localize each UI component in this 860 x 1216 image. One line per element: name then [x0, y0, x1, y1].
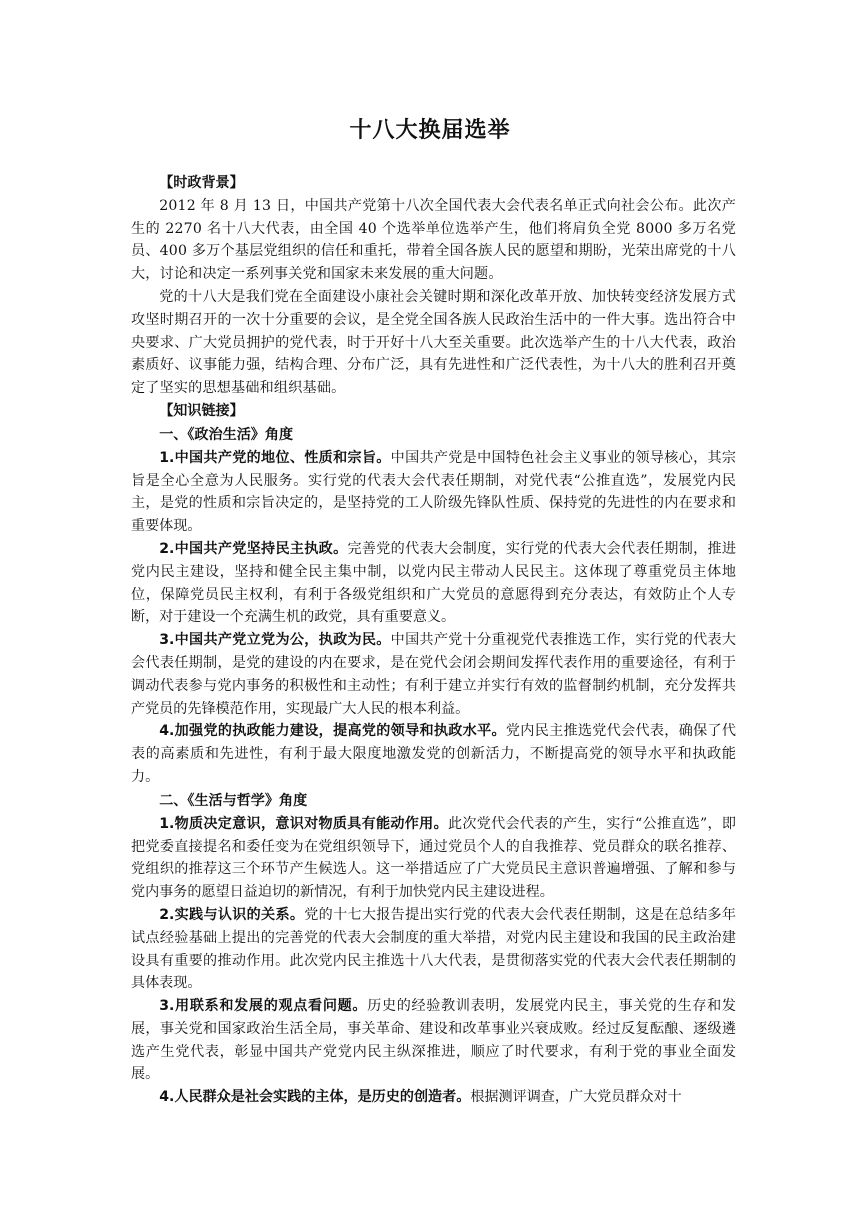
knowledge-item	[131, 720, 736, 788]
knowledge-item	[131, 538, 736, 629]
knowledge-heading: 【知识链接】	[159, 402, 244, 419]
section-title-politics: 一、《政治生活》角度	[159, 426, 294, 443]
item-lead: 1.物质决定意识，意识对物质具有能动作用。	[159, 815, 448, 832]
item-text: 党的十七大报告提出实行党的代表大会代表任期制，这是在总结多年试点经验基础上提出的完善党的代表大会制度的重大举措，对党内民主建设和我国的民主政治建设具有重要的推动作用。此次党内民主推选十八大代表，是贯彻落实党的代表大会代表任期制的具体表现。	[131, 906, 736, 992]
knowledge-item	[131, 813, 736, 904]
item-text: 党内民主推选党代会代表，确保了代表的高素质和先进性，有利于最大限度地激发党的创新活力，不断提高党的领导水平和执政能力。	[131, 723, 736, 785]
item-text: 中国共产党十分重视党代表推选工作，实行党的代表大会代表任期制，是党的建设的内在要求，是在党代会闭会期间发挥代表作用的重要途径，有利于调动代表参与党内事务的积极性和主动性；有利于建立并实行有效的监督制约机制，充分发挥共产党员的先锋模范作用，实现最广大人民的根本利益。	[131, 632, 736, 717]
item-lead: 4.加强党的执政能力建设，提高党的领导和执政水平。	[159, 723, 506, 740]
knowledge-item	[131, 1086, 736, 1109]
item-lead: 4.人民群众是社会实践的主体，是历史的创造者。	[159, 1089, 471, 1106]
item-lead: 1.中国共产党的地位、性质和宗旨。	[159, 449, 391, 466]
item-lead: 2.中国共产党坚持民主执政。	[159, 540, 348, 557]
background-paragraph-1: 2012 年 8 月 13 日，中国共产党第十八次全国代表大会代表名单正式向社会公布。此次产生的 2270 名十八大代表，由全国 40 个选举单位选举产生，他们将肩负全党 8000 多万名党员、400 多万个基层党组织的信任和重托，带着全国各族人民的愿望和期盼，光荣出席党的十八大，讨论和决定一系列事关党和国家未来发展的重大问题。	[131, 197, 736, 283]
knowledge-item	[131, 447, 736, 538]
section-title-philosophy: 二、《生活与哲学》角度	[159, 792, 308, 809]
item-text: 此次党代会代表的产生，实行“公推直选”，即把党委直接提名和委任变为在党组织领导下，通过党员个人的自我推荐、党员群众的联名推荐、党组织的推荐这三个环节产生候选人。这一举措适应了广大党员民主意识普遍增强、了解和参与党内事务的愿望日益迫切的新情况，有利于加快党内民主建设进程。	[131, 815, 736, 901]
knowledge-item	[131, 629, 736, 720]
item-lead: 3.中国共产党立党为公，执政为民。	[159, 632, 391, 649]
background-paragraph-2: 党的十八大是我们党在全面建设小康社会关键时期和深化改革开放、加快转变经济发展方式攻坚时期召开的一次十分重要的会议，是全党全国各族人民政治生活中的一件大事。选出符合中央要求、广大党员拥护的党代表，时于开好十八大至关重要。此次选举产生的十八大代表，政治素质好、议事能力强，结构合理、分布广泛，具有先进性和广泛代表性，为十八大的胜利召开奠定了坚实的思想基础和组织基础。	[131, 288, 736, 397]
background-heading: 【时政背景】	[159, 175, 244, 191]
knowledge-item	[131, 995, 736, 1086]
item-text: 根据测评调查，广大党员群众对十	[470, 1089, 682, 1106]
item-text: 历史的经验教训表明，发展党内民主，事关党的生存和发展，事关党和国家政治生活全局，事关革命、建设和改革事业兴衰成败。经过反复酝酿、逐级遴选产生党代表，彰显中国共产党党内民主纵深推进，顺应了时代要求，有利于党的事业全面发展。	[131, 998, 736, 1083]
document-body	[131, 172, 736, 1109]
item-text: 中国共产党是中国特色社会主义事业的领导核心，其宗旨是全心全意为人民服务。实行党的代表大会代表任期制，对党代表“公推直选”，发展党内民主，是党的性质和宗旨决定的，是坚持党的工人阶级先锋队性质、保持党的先进性的内在要求和重要体现。	[131, 449, 736, 535]
item-text: 完善党的代表大会制度，实行党的代表大会代表任期制，推进党内民主建设，坚持和健全民主集中制，以党内民主带动人民民主。这体现了尊重党员主体地位，保障党员民主权利，有利于各级党组织和广大党员的意愿得到充分表达，有效防止个人专断，对于建设一个充满生机的政党，具有重要意义。	[131, 540, 736, 626]
item-lead: 2.实践与认识的关系。	[159, 906, 305, 923]
page-title: 十八大换届选举	[349, 118, 511, 143]
knowledge-item	[131, 904, 736, 995]
item-lead: 3.用联系和发展的观点看问题。	[159, 998, 368, 1015]
